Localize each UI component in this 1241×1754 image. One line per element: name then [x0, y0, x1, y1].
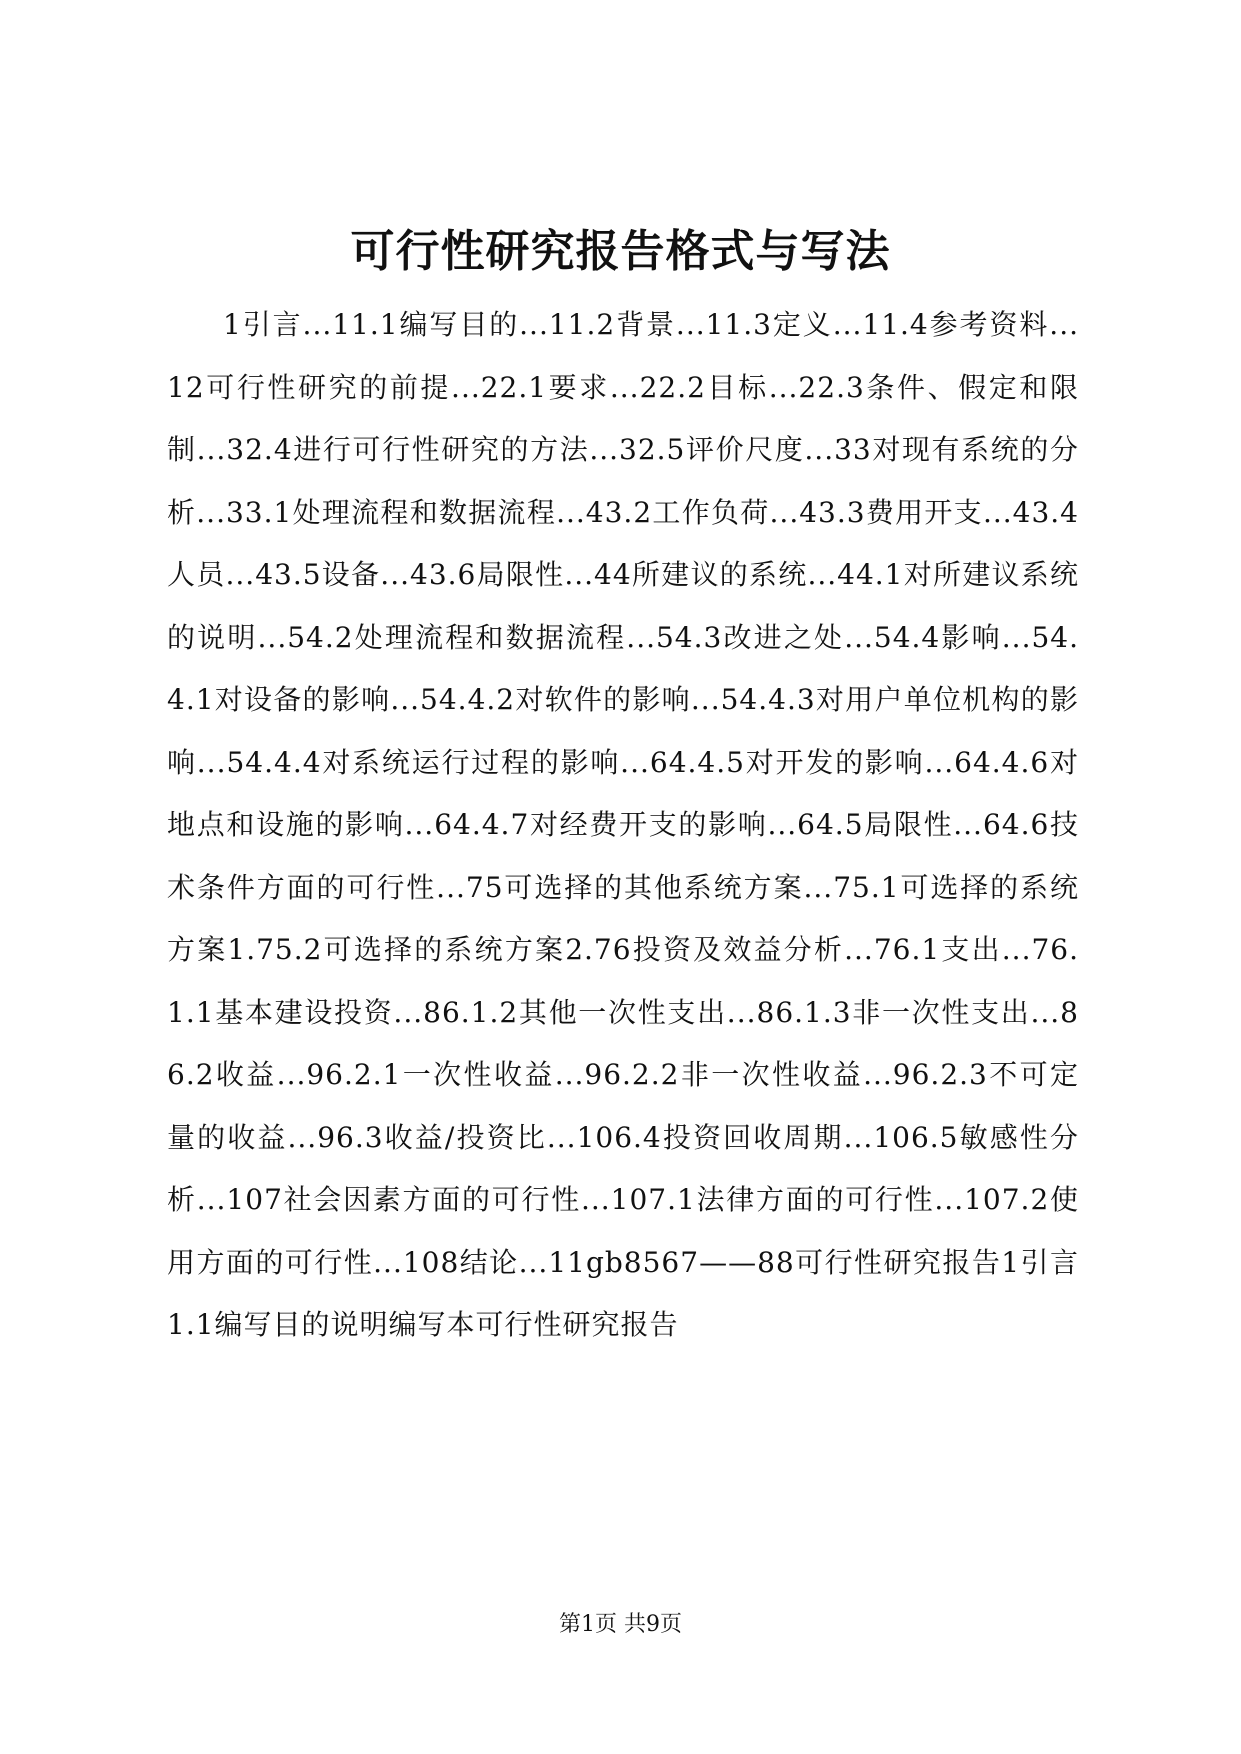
document-title: 可行性研究报告格式与写法: [350, 226, 891, 277]
page-footer: 第1页 共9页: [559, 1612, 682, 1637]
document-body: 1引言...11.1编写目的...11.2背景...11.3定义...11.4参考资料...12可行性研究的前提...22.1要求...22.2目标...22.3条件、假定和限制...32.4进行可行性研究的方法...32.5评价尺度...33对现有系统的分析...33.1处理流程和数据流程...43.2工作负荷...43.3费用开支...43.4人员...43.5设备...43.6局限性...44所建议的系统...44.1对所建议系统的说明...54.2处理流程和数据流程...54.3改进之处...54.4影响...54.4.1对设备的影响...54.4.2对软件的影响...54.4.3对用户单位机构的影响...54.4.4对系统运行过程的影响...64.4.5对开发的影响...64.4.6对地点和设施的影响...64.4.7对经费开支的影响...64.5局限性...64.6技术条件方面的可行性...75可选择的其他系统方案...75.1可选择的系统方案1.75.2可选择的系统方案2.76投资及效益分析...76.1支出...76.1.1基本建设投资...86.1.2其他一次性支出...86.1.3非一次性支出...86.2收益...96.2.1一次性收益...96.2.2非一次性收益...96.2.3不可定量的收益...96.3收益/投资比...106.4投资回收周期...106.5敏感性分析...107社会因素方面的可行性...107.1法律方面的可行性...107.2使用方面的可行性...108结论...11gb8567——88可行性研究报告1引言1.1编写目的说明编写本可行性研究报告: [167, 308, 1079, 1341]
